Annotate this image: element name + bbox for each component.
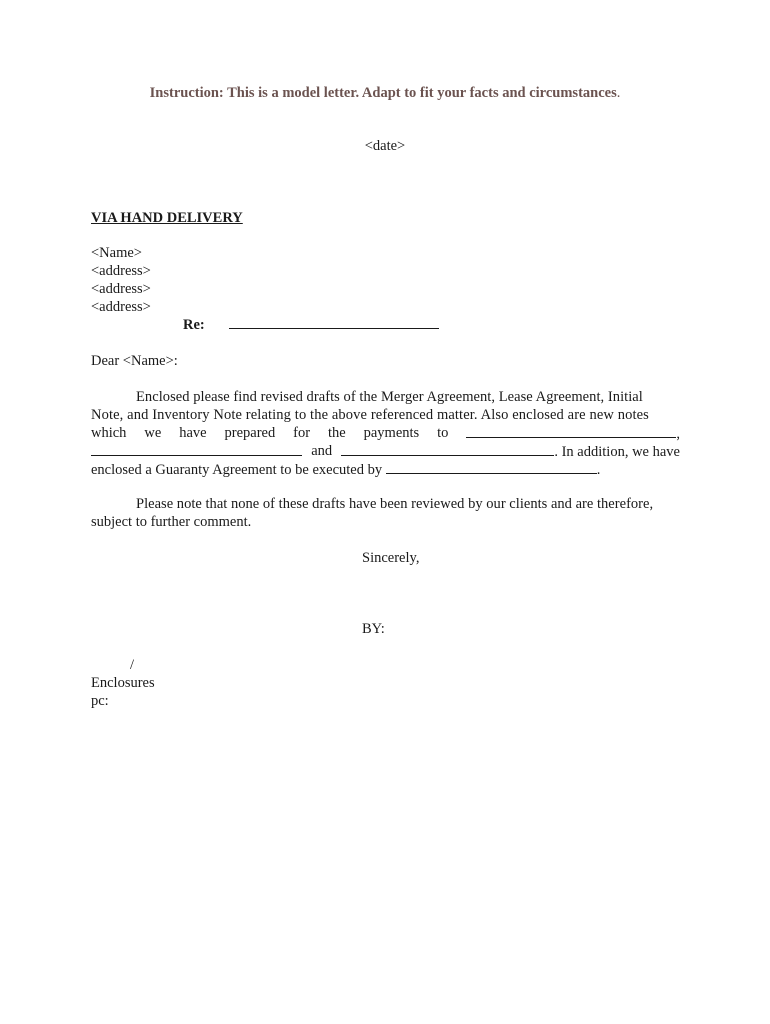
body-paragraph-2	[91, 495, 680, 531]
initials-separator: /	[130, 657, 135, 673]
recipient-block	[91, 244, 151, 316]
payee-blank-line	[341, 442, 554, 456]
body-line-and	[91, 442, 680, 460]
word: to	[437, 425, 449, 441]
body-line	[91, 513, 680, 531]
body-line	[91, 495, 680, 513]
recipient-name: <Name>	[91, 245, 142, 261]
word: for	[293, 425, 311, 441]
closing: Sincerely,	[362, 550, 420, 566]
body-text: Note, and Inventory Note relating to the above referenced matter. Also enclosed are new notes	[91, 407, 649, 423]
word: we	[144, 425, 162, 441]
body-line-guaranty	[91, 460, 680, 478]
body-text: enclosed a Guaranty Agreement to be executed by	[91, 462, 383, 478]
word: the	[327, 425, 346, 441]
instruction-note	[0, 84, 770, 102]
body-text: subject to further comment.	[91, 514, 252, 530]
word: payments	[363, 425, 420, 441]
pc-label: pc:	[91, 693, 109, 709]
guarantor-blank-line	[386, 460, 597, 474]
date-placeholder: <date>	[364, 138, 406, 154]
instruction-period: .	[616, 85, 621, 101]
word: have	[179, 425, 207, 441]
re-label: Re:	[183, 317, 205, 333]
and-word: and	[311, 443, 333, 459]
re-line	[183, 316, 227, 334]
payee-blank-group	[466, 424, 680, 442]
salutation: Dear <Name>:	[91, 353, 178, 369]
enclosures-label: Enclosures	[91, 675, 155, 691]
recipient-address-line: <address>	[91, 263, 151, 279]
body-line-payments	[91, 424, 680, 442]
body-line	[91, 388, 680, 406]
body-text: . In addition, we have	[554, 444, 680, 460]
word: which	[91, 425, 127, 441]
period: .	[596, 462, 601, 478]
delivery-method-heading: VIA HAND DELIVERY	[91, 210, 243, 226]
payee-blank-group	[341, 442, 680, 460]
re-blank-line	[229, 328, 439, 329]
signature-label: BY:	[362, 621, 385, 637]
body-text: Enclosed please find revised drafts of the Merger Agreement, Lease Agreement, Initial	[136, 389, 643, 405]
body-paragraph-1	[91, 388, 680, 478]
comma: ,	[676, 426, 680, 442]
recipient-address-line: <address>	[91, 299, 151, 315]
body-text: Please note that none of these drafts have been reviewed by our clients and are therefore,	[136, 496, 654, 512]
instruction-text: Instruction: This is a model letter. Adapt to fit your facts and circumstances	[149, 85, 617, 101]
payee-blank-line	[91, 442, 302, 456]
word: prepared	[224, 425, 276, 441]
recipient-address-line: <address>	[91, 281, 151, 297]
payee-blank-line	[466, 424, 676, 438]
body-line	[91, 406, 680, 424]
